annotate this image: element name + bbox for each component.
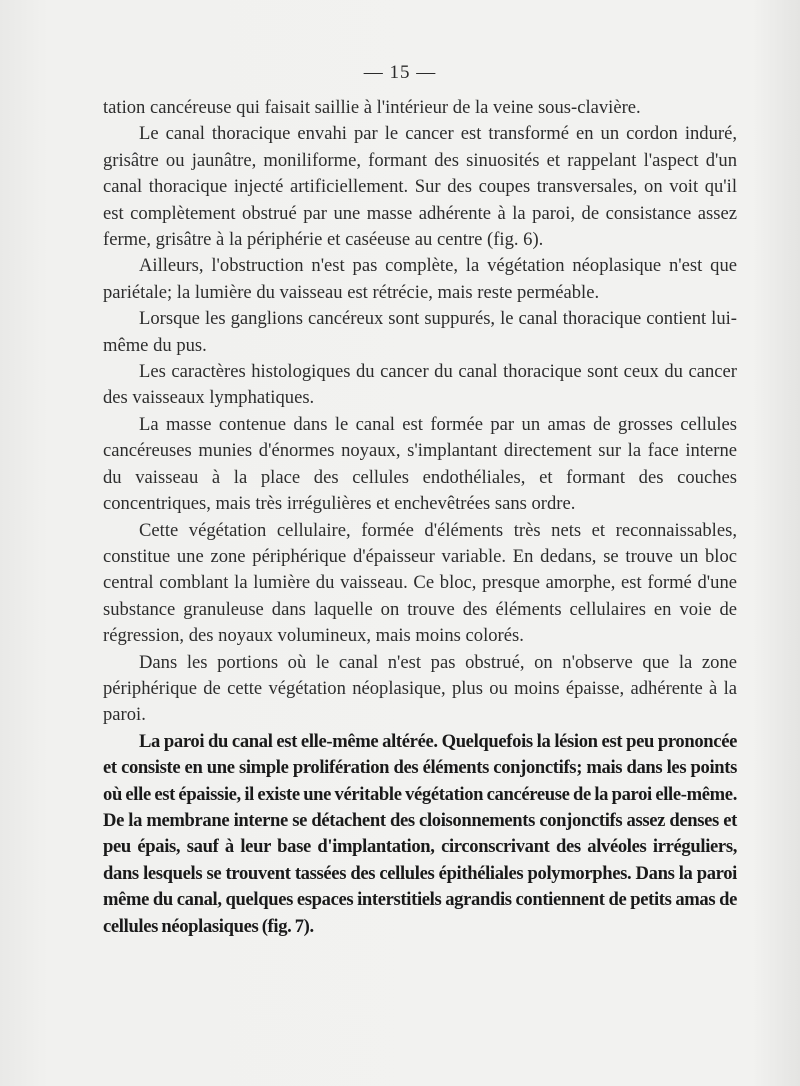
paragraph-8: Dans les portions où le canal n'est pas obstrué, on n'observe que la zone périphérique de cette végétation néoplasique, plus ou moins épaisse, adhérente à la paroi.: [103, 651, 737, 726]
paragraph-6: La masse contenue dans le canal est formée par un amas de grosses cellules cancéreuses munies d'énormes noyaux, s'implantant directement sur la face interne du vaisseau à la place des cellules endothéliales, et formant des couches concentriques, mais très irrégulières et enchevêtrées sans ordre.: [103, 413, 737, 515]
paragraph-9: La paroi du canal est elle-même altérée. Quelquefois la lésion est peu prononcée et consiste en une simple prolifération des éléments conjonctifs; mais dans les points où elle est épaissie, il existe une véritable végétation cancéreuse de la paroi elle-même. De la membrane interne se détachent des cloisonnements conjonctifs assez denses et peu épais, sauf à leur base d'implantation, circonscrivant des alvéoles irréguliers, dans lesquels se trouvent tassées des cellules épithéliales polymorphes. Dans la paroi même du canal, quelques espaces interstitiels agrandis contiennent de petits amas de cellules néoplasiques (fig. 7).: [103, 730, 737, 937]
paragraph-2: Le canal thoracique envahi par le cancer est transformé en un cordon induré, grisâtre ou jaunâtre, moniliforme, formant des sinuosités et rappelant l'aspect d'un canal thoracique injecté artificiellement. Sur des coupes transversales, on voit qu'il est complètement obstrué par une masse adhérente à la paroi, de consistance assez ferme, grisâtre à la périphérie et caséeuse au centre (fig. 6).: [103, 123, 737, 251]
paragraph-7: Cette végétation cellulaire, formée d'éléments très nets et reconnaissables, constitue une zone périphérique d'épaisseur variable. En dedans, se trouve un bloc central comblant la lumière du vaisseau. Ce bloc, presque amorphe, est formé d'une substance granuleuse dans laquelle on trouve des éléments cellulaires en voie de régression, des noyaux volumineux, mais moins colorés.: [103, 519, 737, 647]
paragraph-1: tation cancéreuse qui faisait saillie à l'intérieur de la veine sous-clavière.: [103, 97, 641, 118]
paragraph-5: Les caractères histologiques du cancer du canal thoracique sont ceux du cancer des vaisseaux lymphatiques.: [103, 361, 737, 409]
body-text: [103, 95, 737, 940]
page-number: — 15 —: [363, 62, 437, 83]
paragraph-3: Ailleurs, l'obstruction n'est pas complète, la végétation néoplasique n'est que pariétale; la lumière du vaisseau est rétrécie, mais reste perméable.: [103, 255, 737, 303]
paragraph-4: Lorsque les ganglions cancéreux sont suppurés, le canal thoracique contient lui-même du pus.: [103, 308, 737, 356]
